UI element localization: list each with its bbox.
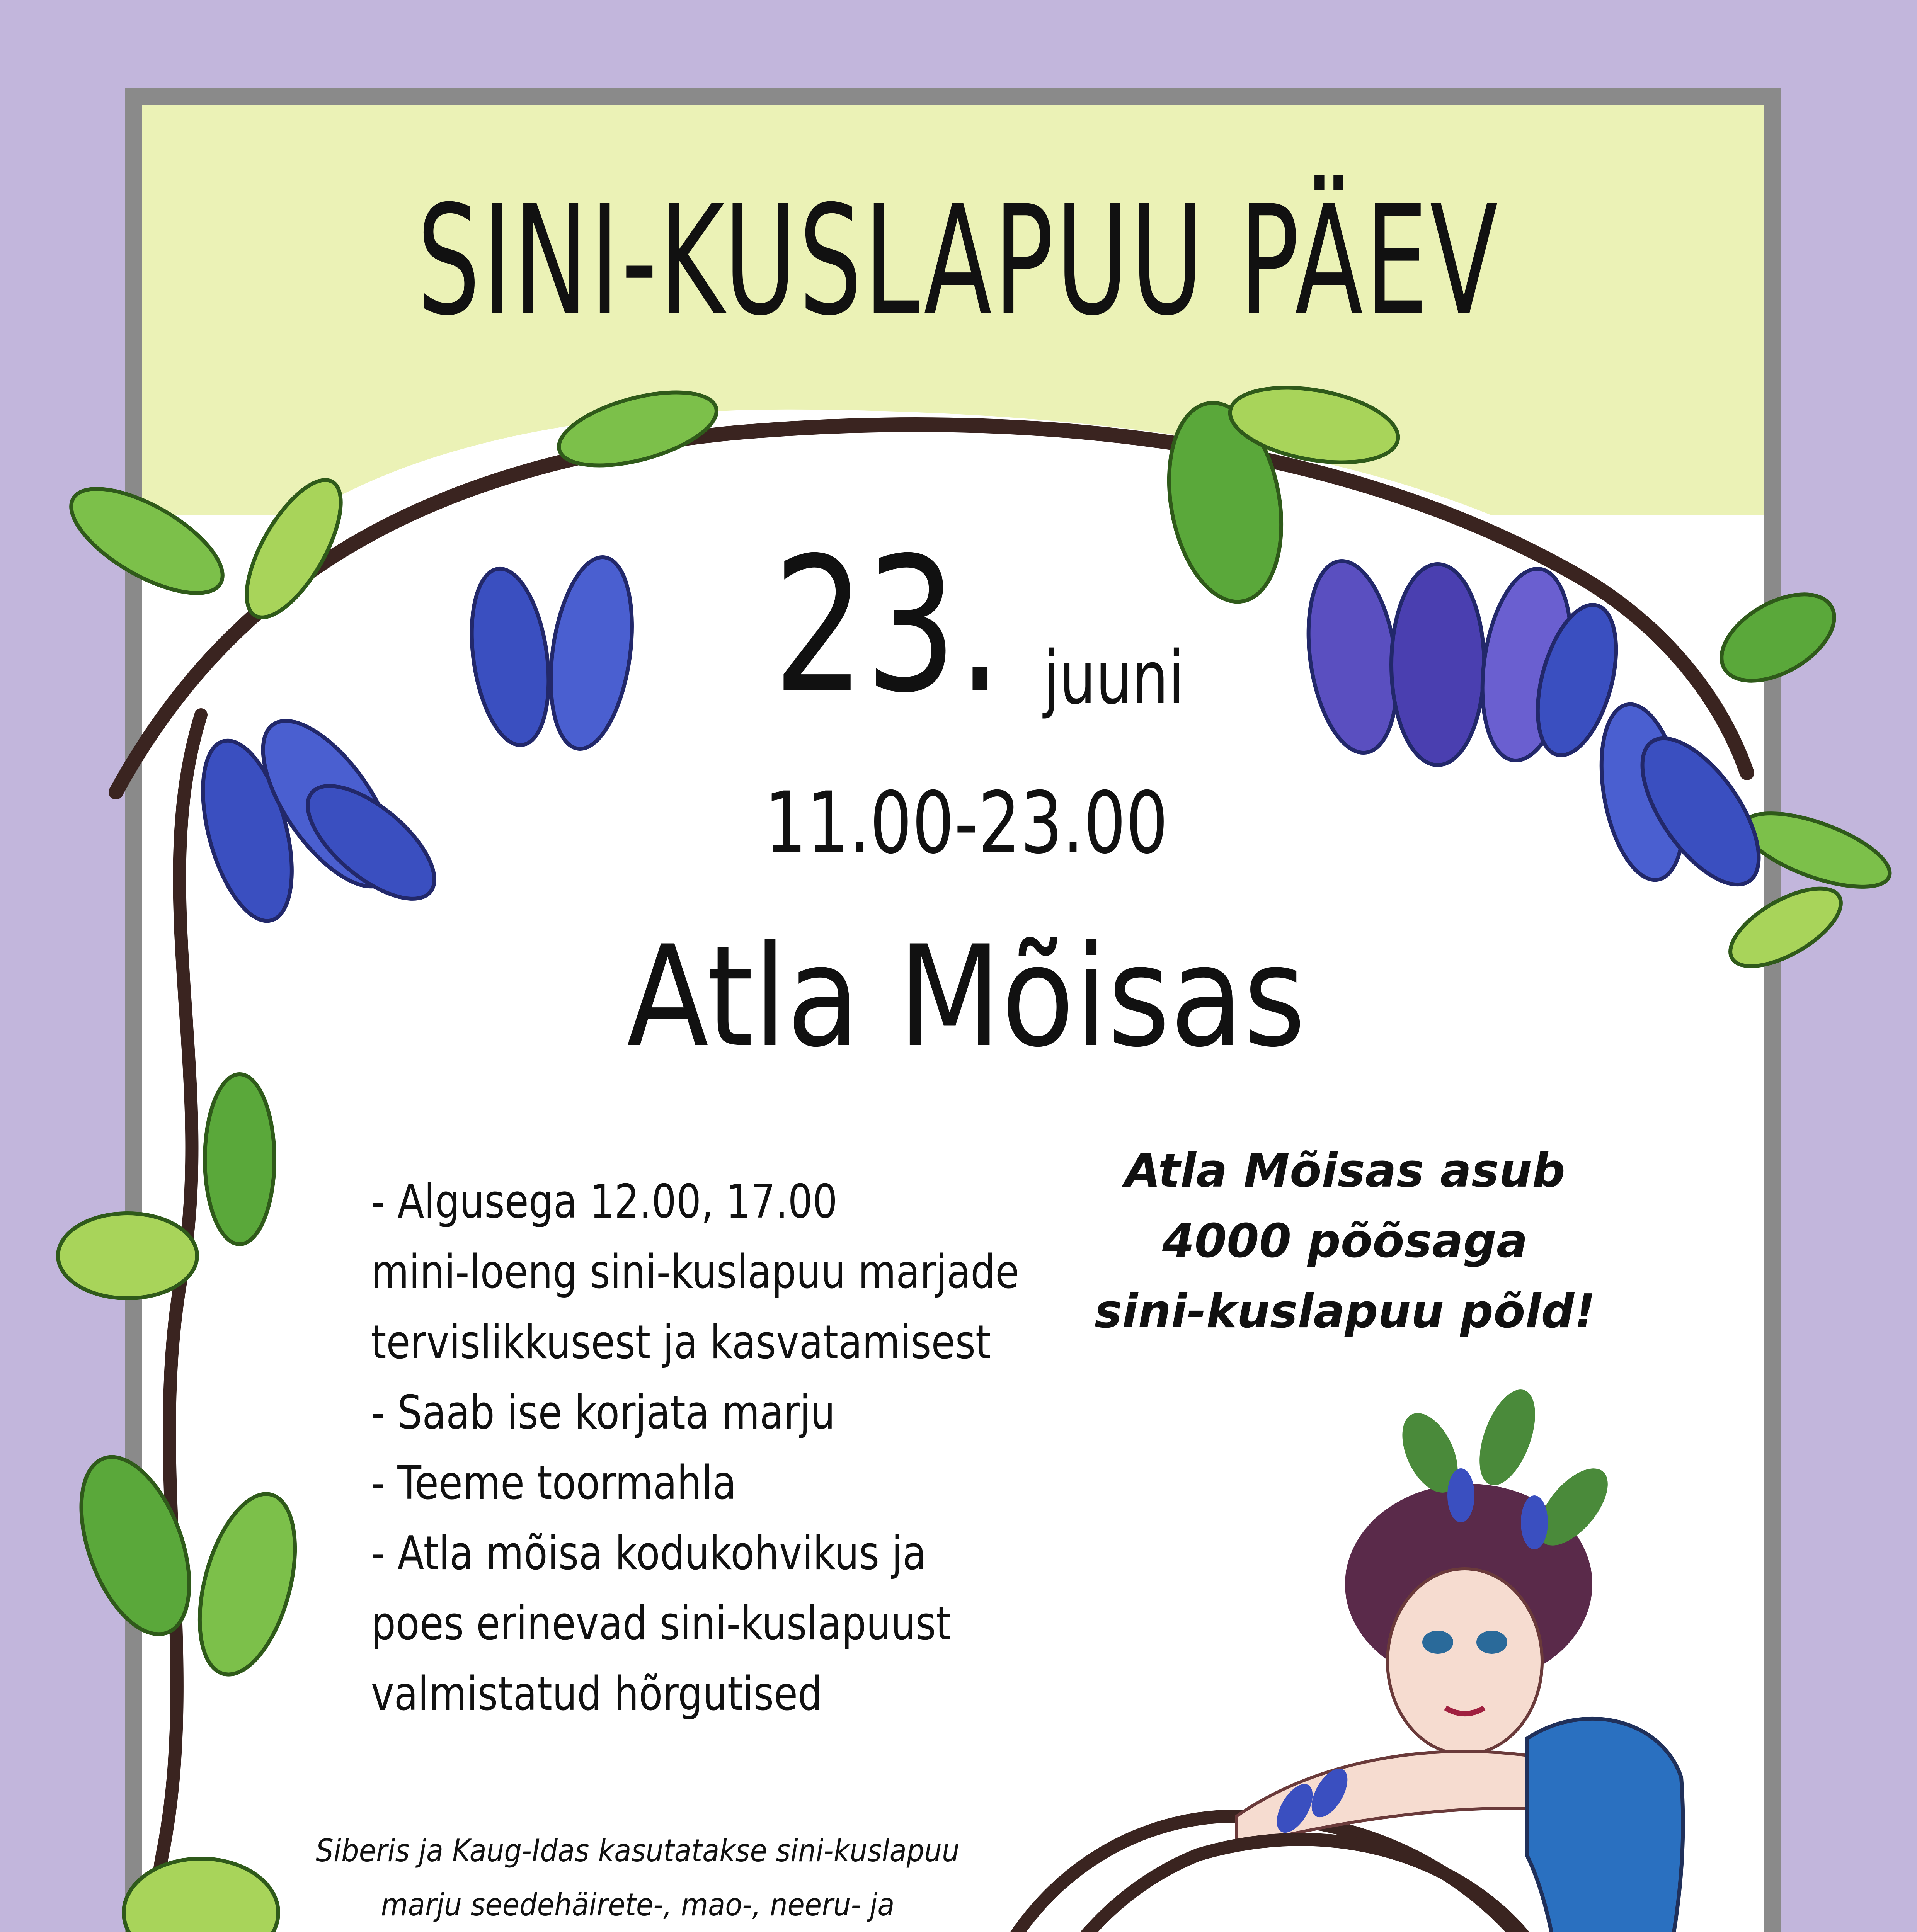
program-line: - Atla mõisa kodukohvikus ja (371, 1527, 926, 1580)
field-callout (1074, 1136, 1616, 1347)
callout-line: sini-kuslapuu põld! (1094, 1285, 1596, 1338)
program-list (371, 1167, 1020, 1730)
callout-line: Atla Mõisas asub (1125, 1144, 1565, 1198)
date-day: 23. (773, 518, 1003, 734)
info-line: marju seedehäirete-, mao-, neeru- ja (381, 1887, 895, 1923)
program-line: - Algusega 12.00, 17.00 (371, 1175, 838, 1229)
program-line: valmistatud hõrgutised (371, 1667, 823, 1721)
poster-title: SINI-KUSLAPUU PÄEV (417, 173, 1500, 349)
program-line: - Teeme toormahla (371, 1456, 737, 1510)
date-month: juuni (1044, 635, 1185, 721)
program-line: - Saab ise korjata marju (371, 1386, 835, 1440)
callout-line: 4000 põõsaga (1162, 1214, 1528, 1268)
health-info-paragraph (307, 1824, 968, 1932)
event-time: 11.00-23.00 (764, 774, 1168, 872)
event-location: Atla Mõisas (627, 916, 1306, 1078)
program-line: mini-loeng sini-kuslapuu marjade (371, 1245, 1020, 1299)
program-line: poes erinevad sini-kuslapuust (371, 1597, 952, 1651)
info-line: Siberis ja Kaug-Idas kasutatakse sini-kuslapuu (316, 1833, 960, 1869)
date-block (734, 518, 1275, 750)
program-line: tervislikkusest ja kasvatamisest (371, 1316, 991, 1369)
